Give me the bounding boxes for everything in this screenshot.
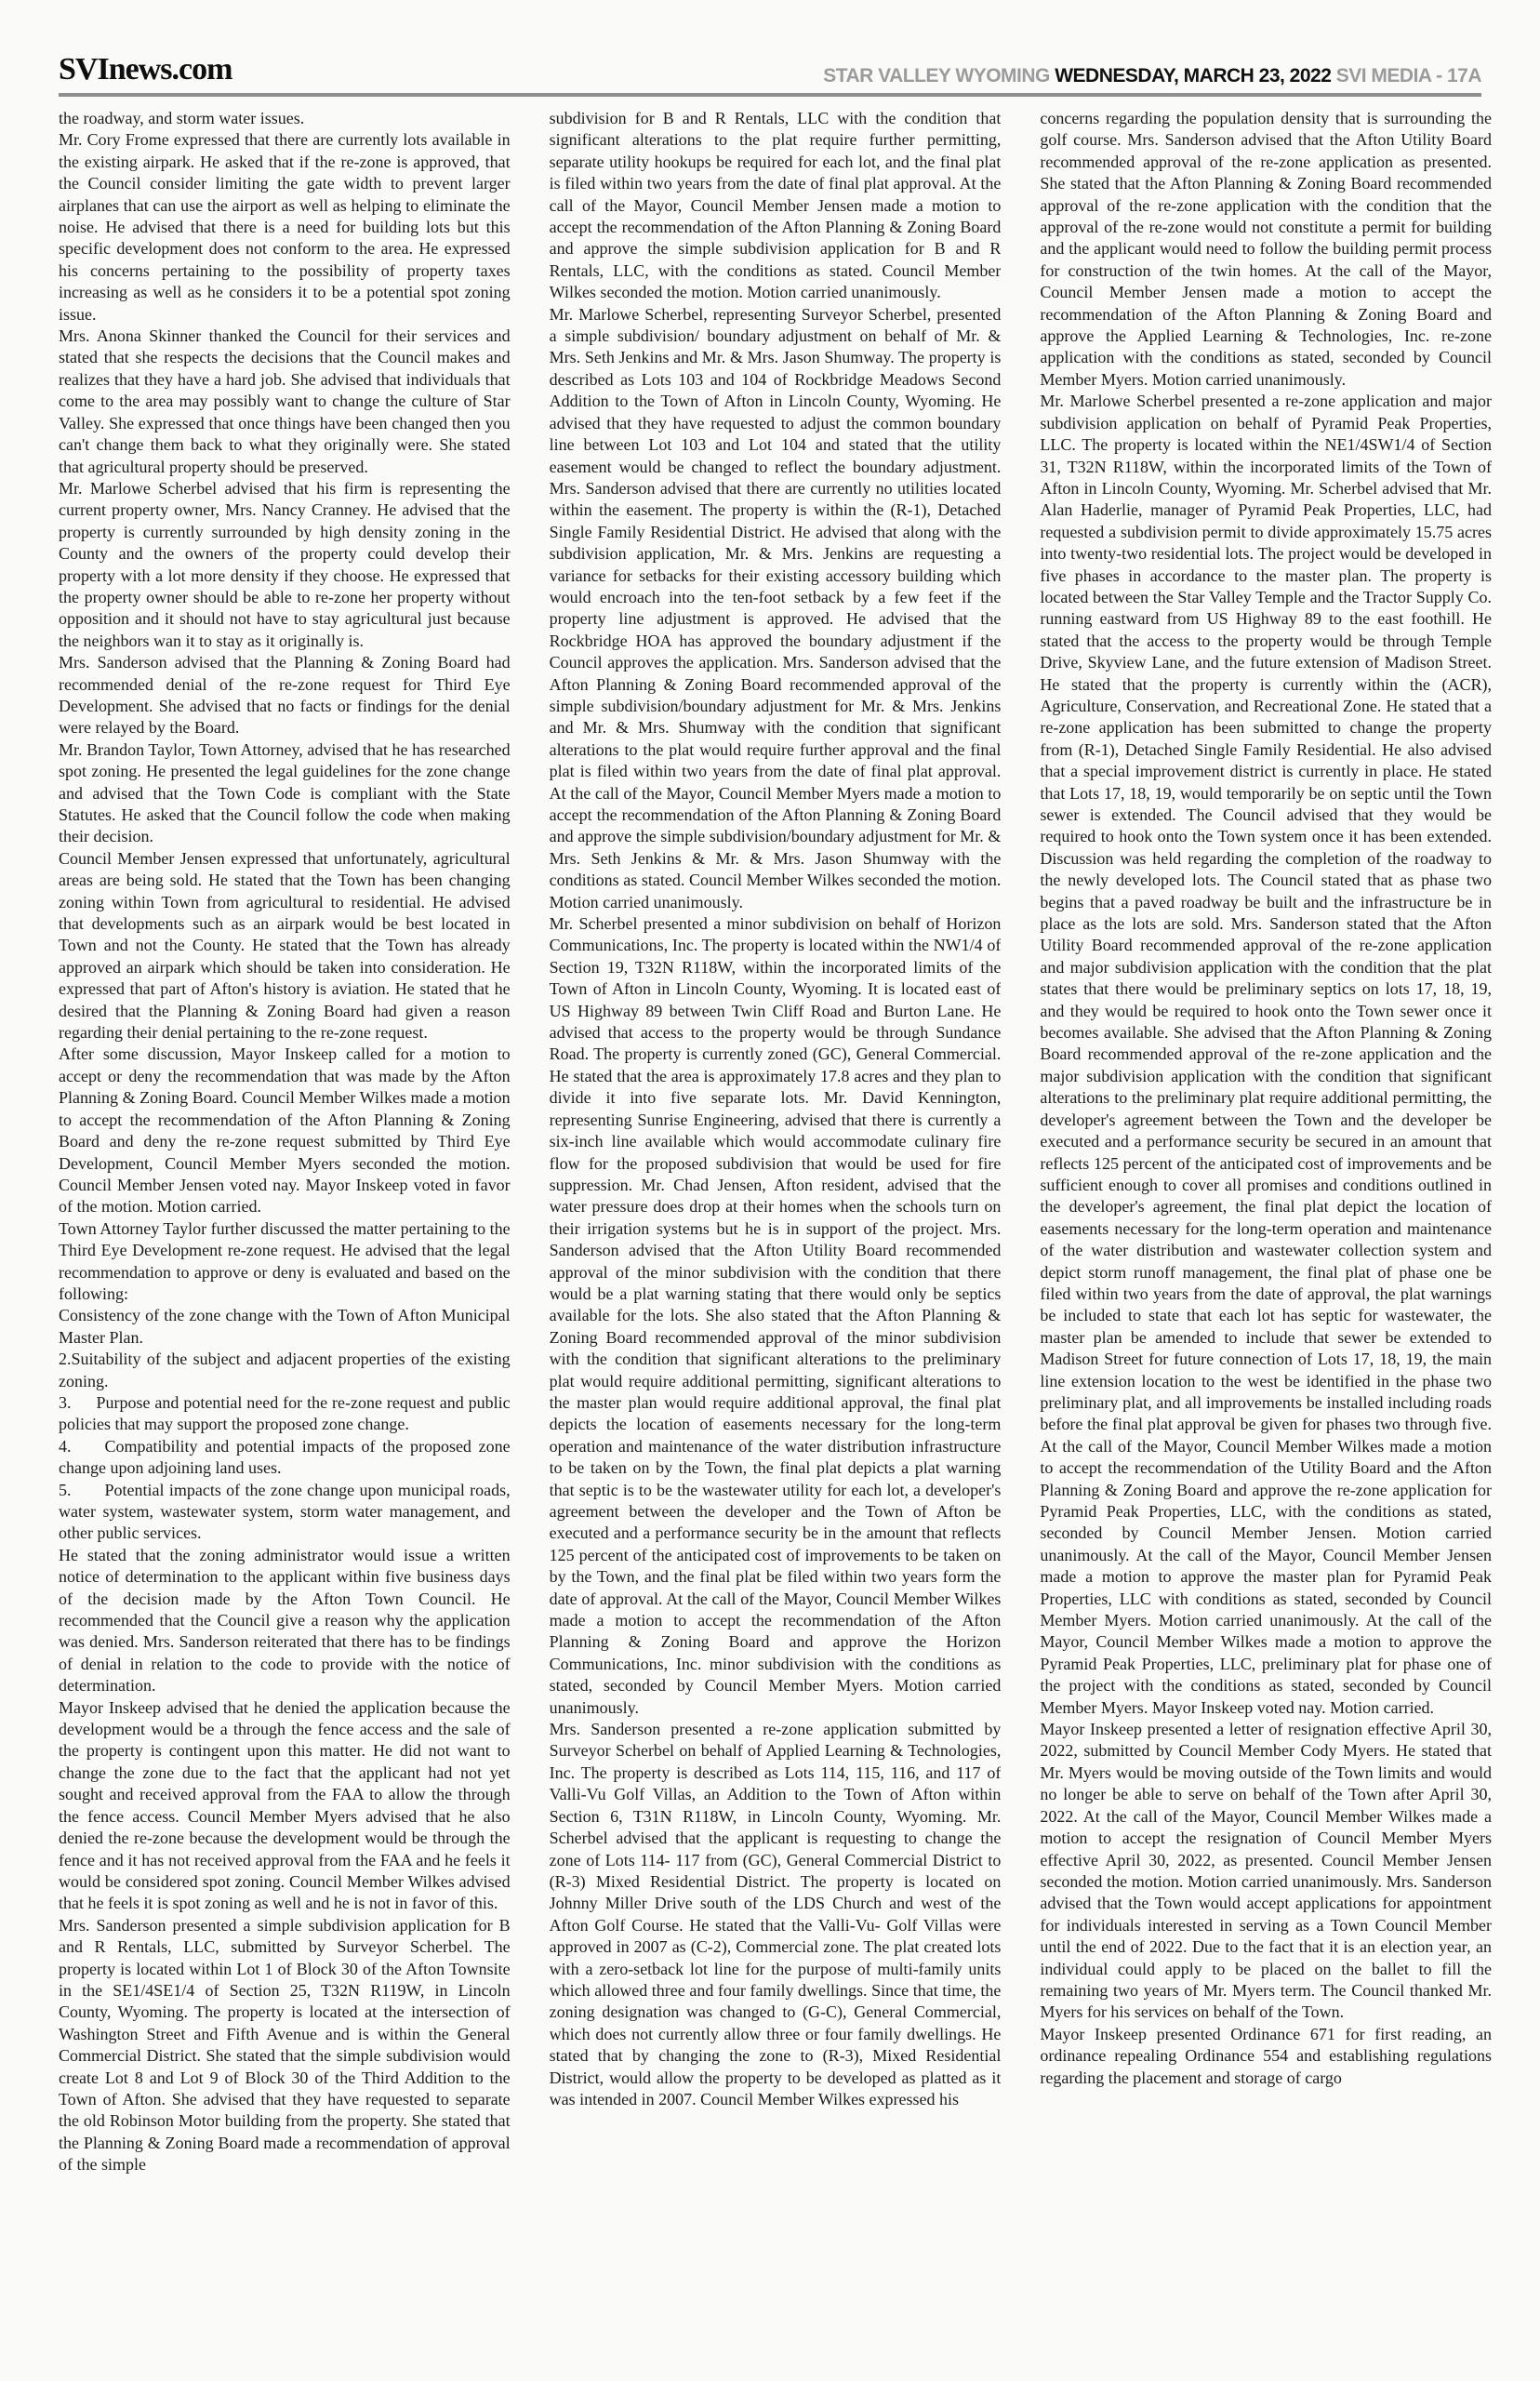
header-location: STAR VALLEY WYOMING xyxy=(823,65,1055,86)
paragraph: Mr. Marlowe Scherbel advised that his firm is representing the current property owner, Mrs. Nancy Cranney. He advised that the property is currently surrounded by high density zoning in the County and the owners of the property could develop their property with a lot more density if they choose. He expressed that the property owner should be able to re-zone her property without opposition and it should not have to stay agricultural just because the neighbors wan it to stay as it originally is. xyxy=(59,478,511,650)
page-header xyxy=(0,0,1540,93)
paragraph: Mrs. Anona Skinner thanked the Council for their services and stated that she respects the decisions that the Council makes and realizes that they have a hard job. She advised that individuals that come to the area may possibly want to change the culture of Star Valley. She expressed that once things have been changed then you can't change them back to what they originally were. She stated that agricultural property should be preserved. xyxy=(59,326,511,476)
header-edition: SVI MEDIA - 17A xyxy=(1331,65,1481,86)
paragraph: 2.Suitability of the subject and adjacent properties of the existing zoning. xyxy=(59,1350,511,1390)
paragraph: Council Member Jensen expressed that unfortunately, agricultural areas are being sold. He stated that the Town has been changing zoning within Town from agricultural to residential. He advised that developments such as an airpark would be best located in Town and not the County. He stated that the Town has already approved an airpark which should be taken into consideration. He expressed that part of Afton's history is aviation. He stated that he desired that the Planning & Zoning Board had given a reason regarding their denial pertaining to the re-zone request. xyxy=(59,848,511,1043)
header-date: WEDNESDAY, MARCH 23, 2022 xyxy=(1055,65,1332,86)
text-column-3 xyxy=(1040,108,1492,2294)
paragraph: Mr. Marlowe Scherbel presented a re-zone application and major subdivision application on behalf of Pyramid Peak Properties, LLC. The property is located within the NE1/4SW1/4 of Section 31, T32N R118W, within the incorporated limits of the Town of Afton in Lincoln County, Wyoming. Mr. Scherbel advised that Mr. Alan Haderlie, manager of Pyramid Peak Properties, LLC, had requested a subdivision permit to divide approximately 15.75 acres into twenty-two residential lots. The project would be developed in five phases in accordance to the master plan. The property is located between the Star Valley Temple and the Tractor Supply Co. running eastward from US Highway 89 to the east foothill. He stated that the access to the property would be through Temple Drive, Skyview Lane, and the future extension of Madison Street. He stated that the property is currently within the (ACR), Agriculture, Conservation, and Recreational Zone. He stated that a re-zone application has been submitted to change the property from (R-1), Detached Single Family Residential. He also advised that a special improvement district is currently in place. He stated that Lots 17, 18, 19, would temporarily be on septic until the Town sewer is extended. The Council advised that they would be required to hook onto the Town system once it has been extended. Discussion was held regarding the completion of the roadway to the newly developed lots. The Council stated that as phase two begins that a paved roadway be built and the infrastructure be in place as the lots are sold. Mrs. Sanderson stated that the Afton Utility Board recommended approval of the re-zone application and major subdivision application with the condition that the plat states that there would be preliminary septics on lots 17, 18, 19, and they would be required to hook onto the Town sewer once it becomes available. She advised that the Afton Planning & Zoning Board recommended approval of the re-zone application and the major subdivision application with the condition that significant alterations to the preliminary plat require additional permitting, the developer's agreement between the Town and the developer be executed and a performance security be secured in an amount that reflects 125 percent of the anticipated cost of improvements and be sufficient enough to cover all promises and conditions outlined in the developer's agreement, the final plat depict the location of easements necessary for the long-term operation and maintenance of the water distribution and wastewater collection system and depict storm runoff management, the final plat of phase one be filed within two years from the date of approval, the plat warnings be included to state that each lot has septic for wastewater, the master plan be amended to include that sewer be extended to Madison Street for future connection of Lots 17, 18, 19, the main line extension location to the west be identified in the phase two preliminary plat, and all improvements be installed including roads before the final plat approval be given for phases two through five. At the call of the Mayor, Council Member Wilkes made a motion to accept the recommendation of the Utility Board and the Afton Planning & Zoning Board and approve the re-zone application for Pyramid Peak Properties, LLC, with the conditions as stated, seconded by Council Member Jensen. Motion carried unanimously. At the call of the Mayor, Council Member Jensen made a motion to approve the master plan for Pyramid Peak Properties, LLC with conditions as stated, seconded by Council Member Myers. Motion carried unanimously. At the call of the Mayor, Council Member Wilkes made a motion to approve the Pyramid Peak Properties, LLC, preliminary plat for phase one of the project with the conditions as stated, seconded by Council Member Myers. Mayor Inskeep voted nay. Motion carried. xyxy=(1040,392,1493,1717)
article-body xyxy=(0,97,1540,2294)
paragraph: Mrs. Sanderson presented a simple subdivision application for B and R Rentals, LLC, submitted by Surveyor Scherbel. The property is located within Lot 1 of Block 30 of the Afton Townsite in the SE1/4SE1/4 of Section 25, T32N R119W, in Lincoln County, Wyoming. The property is located at the intersection of Washington Street and Fifth Avenue and is within the General Commercial District. She stated that the simple subdivision would create Lot 8 and Lot 9 of Block 30 of the Third Addition to the Town of Afton. She advised that they have requested to separate the old Robinson Motor building from the property. She stated that the Planning & Zoning Board made a recommendation of approval of the simple xyxy=(59,1915,511,2175)
paragraph: Mrs. Sanderson advised that the Planning & Zoning Board had recommended denial of the re-zone request for Third Eye Development. She advised that no facts or findings for the denial were relayed by the Board. xyxy=(59,653,511,738)
masthead-title: SVInews.com xyxy=(59,52,232,86)
paragraph: Mayor Inskeep presented Ordinance 671 for first reading, an ordinance repealing Ordinance 554 and establishing regulations regarding the placement and storage of cargo xyxy=(1040,2024,1493,2087)
paragraph: 4. Compatibility and potential impacts of the proposed zone change upon adjoining land uses. xyxy=(59,1436,511,1478)
paragraph: Mr. Cory Frome expressed that there are currently lots available in the existing airpark. He asked that if the re-zone is approved, that the Council consider limiting the gate width to prevent larger airplanes that can use the airport as well as helping to eliminate the noise. He advised that there is a need for building lots but this specific development does not conform to the area. He expressed his concerns pertaining to the possibility of property taxes increasing as well as he considers it to be a potential spot zoning issue. xyxy=(59,130,511,324)
paragraph: Consistency of the zone change with the Town of Afton Municipal Master Plan. xyxy=(59,1306,511,1347)
paragraph: 3. Purpose and potential need for the re-zone request and public policies that may support the proposed zone change. xyxy=(59,1392,511,1434)
header-dateline xyxy=(823,65,1481,87)
paragraph: Mrs. Sanderson presented a re-zone application submitted by Surveyor Scherbel on behalf of Applied Learning & Technologies, Inc. The property is described as Lots 114, 115, 116, and 117 of Valli-Vu Golf Villas, an Addition to the Town of Afton within Section 6, T31N R118W, in Lincoln County, Wyoming. Mr. Scherbel advised that the applicant is requesting to change the zone of Lots 114- 117 from (GC), General Commercial District to (R-3) Mixed Residential District. The property is located on Johnny Miller Drive south of the LDS Church and west of the Afton Golf Course. He stated that the Valli-Vu- Golf Villas were approved in 2007 as (C-2), Commercial zone. The plat created lots with a zero-setback lot line for the purpose of multi-family units which allowed three and four family dwellings. Since that time, the zoning designation was changed to (G-C), General Commercial, which does not currently allow three or four family dwellings. He stated that by changing the zone to (R-3), Mixed Residential District, would allow the property to be developed as platted as it was intended in 2007. Council Member Wilkes expressed his xyxy=(549,1720,1002,2108)
text-column-2 xyxy=(550,108,1002,2294)
paragraph: Town Attorney Taylor further discussed the matter pertaining to the Third Eye Development re-zone request. He advised that the legal recommendation to approve or deny is evaluated and based on the following: xyxy=(59,1218,511,1303)
paragraph: 5. Potential impacts of the zone change upon municipal roads, water system, wastewater system, storm water management, and other public services. xyxy=(59,1480,511,1543)
paragraph: He stated that the zoning administrator would issue a written notice of determination to the applicant within five business days of the decision made by the Afton Town Council. He recommended that the Council give a reason why the application was denied. Mrs. Sanderson reiterated that there has to be findings of denial in relation to the code to provide with the notice of determination. xyxy=(59,1545,511,1696)
text-column-1 xyxy=(59,108,511,2294)
paragraph: subdivision for B and R Rentals, LLC with the condition that significant alterations to the plat require further permitting, separate utility hookups be required for each lot, and the final plat is filed within two years from the date of final plat approval. At the call of the Mayor, Council Member Jensen made a motion to accept the recommendation of the Afton Planning & Zoning Board and approve the simple subdivision application for B and R Rentals, LLC, with the conditions as stated. Council Member Wilkes seconded the motion. Motion carried unanimously. xyxy=(549,109,1002,302)
paragraph: After some discussion, Mayor Inskeep called for a motion to accept or deny the recommendation that was made by the Afton Planning & Zoning Board. Council Member Wilkes made a motion to accept the recommendation of the Afton Planning & Zoning Board and deny the re-zone request submitted by Third Eye Development, Council Member Myers seconded the motion. Council Member Jensen voted nay. Mayor Inskeep voted in favor of the motion. Motion carried. xyxy=(59,1044,511,1217)
paragraph: Mr. Brandon Taylor, Town Attorney, advised that he has researched spot zoning. He presented the legal guidelines for the zone change and advised that the Town Code is compliant with the State Statutes. He asked that the Council follow the code when making their decision. xyxy=(59,739,511,846)
paragraph: Mr. Marlowe Scherbel, representing Surveyor Scherbel, presented a simple subdivision/ boundary adjustment on behalf of Mr. & Mrs. Seth Jenkins and Mr. & Mrs. Jason Shumway. The property is described as Lots 103 and 104 of Rockbridge Meadows Second Addition to the Town of Afton in Lincoln County, Wyoming. He advised that they have requested to adjust the common boundary line between Lot 103 and Lot 104 and stated that the utility easement would be changed to reflect the boundary adjustment. Mrs. Sanderson advised that there are currently no utilities located within the easement. The property is within the (R-1), Detached Single Family Residential District. He advised that along with the subdivision application, Mr. & Mrs. Jenkins are requesting a variance for setbacks for their existing accessory building which would encroach into the ten-foot setback by a few feet if the property line adjustment is approved. He advised that the Rockbridge HOA has approved the boundary adjustment if the Council approves the application. Mrs. Sanderson advised that the Afton Planning & Zoning Board recommended approval of the simple subdivision/boundary adjustment for Mr. & Mrs. Jenkins and Mr. & Mrs. Shumway with the condition that significant alterations to the plat would require further approval and the final plat is filed within two years from the date of final plat approval. At the call of the Mayor, Council Member Myers made a motion to accept the recommendation of the Afton Planning & Zoning Board and approve the simple subdivision/boundary adjustment for Mr. & Mrs. Seth Jenkins & Mr. & Mrs. Jason Shumway with the conditions as stated. Council Member Wilkes seconded the motion. Motion carried unanimously. xyxy=(549,304,1002,911)
paragraph: concerns regarding the population density that is surrounding the golf course. Mrs. Sanderson advised that the Afton Utility Board recommended approval of the re-zone application as presented. She stated that the Afton Planning & Zoning Board recommended approval of the re-zone application with the condition that the approval of the re-zone would not constitute a permit for building and the applicant would need to follow the building permit process for construction of the twin homes. At the call of the Mayor, Council Member Jensen made a motion to accept the recommendation of the Afton Planning & Zoning Board and approve the Applied Learning & Technologies, Inc. re-zone application with the conditions as stated, seconded by Council Member Myers. Motion carried unanimously. xyxy=(1040,109,1493,389)
paragraph: Mr. Scherbel presented a minor subdivision on behalf of Horizon Communications, Inc. The property is located within the NW1/4 of Section 19, T32N R118W, within the incorporated limits of the Town of Afton in Lincoln County, Wyoming. It is located east of US Highway 89 between Twin Cliff Road and Burton Lane. He advised that access to the property would be through Sundance Road. The property is currently zoned (GC), General Commercial. He stated that the area is approximately 17.8 acres and they plan to divide it into five separate lots. Mr. David Kennington, representing Sunrise Engineering, advised that there is currently a six-inch line available which would accommodate culinary fire flow for the proposed subdivision that would be used for fire suppression. Mr. Chad Jensen, Afton resident, advised that the water pressure does drop at their homes when the schools turn on their irrigation systems but he is in support of the project. Mrs. Sanderson advised that the Afton Utility Board recommended approval of the minor subdivision with the condition that there would be a plat warning stating that there would only be septics available for the lots. She also stated that the Afton Planning & Zoning Board recommended approval of the minor subdivision with the condition that significant alterations to the preliminary plat would require additional permitting, significant alterations to the master plan would require additional approval, the final plat depicts the location of easements necessary for the long-term operation and maintenance of the water distribution infrastructure to be taken on by the Town, the final plat depicts a plat warning that septic is to be the wastewater utility for each lot, a developer's agreement between the developer and the Town of Afton be executed and a performance security be in the amount that reflects 125 percent of the anticipated cost of improvements to be taken on by the Town, and the final plat be filed within two years form the date of approval. At the call of the Mayor, Council Member Wilkes made a motion to accept the recommendation of the Afton Planning & Zoning Board and approve the Horizon Communications, Inc. minor subdivision with the conditions as stated, seconded by Council Member Myers. Motion carried unanimously. xyxy=(549,914,1002,1717)
paragraph: the roadway, and storm water issues. xyxy=(59,109,305,127)
paragraph: Mayor Inskeep advised that he denied the application because the development would be a through the fence access and the sale of the property is contingent upon this matter. He did not want to change the zone due to the fact that the applicant had not yet sought and received approval from the FAA to allow the through the fence access. Council Member Myers advised that he also denied the re-zone because the development would be through the fence and it has not received approval from the FAA and he feels it would be considered spot zoning. Council Member Wilkes advised that he feels it is spot zoning as well and he is not in favor of this. xyxy=(59,1697,511,1913)
paragraph: Mayor Inskeep presented a letter of resignation effective April 30, 2022, submitted by Council Member Cody Myers. He stated that Mr. Myers would be moving outside of the Town limits and would no longer be able to serve on behalf of the Town after April 30, 2022. At the call of the Mayor, Council Member Wilkes made a motion to accept the resignation of Council Member Myers effective April 30, 2022, as presented. Council Member Jensen seconded the motion. Motion carried unanimously. Mrs. Sanderson advised that the Town would accept applications for appointment for individuals interested in serving as a Town Council Member until the end of 2022. Due to the fact that it is an election year, an individual could apply to be placed on the ballet to fill the remaining two years of Mr. Myers term. The Council thanked Mr. Myers for his services on behalf of the Town. xyxy=(1040,1720,1493,2022)
